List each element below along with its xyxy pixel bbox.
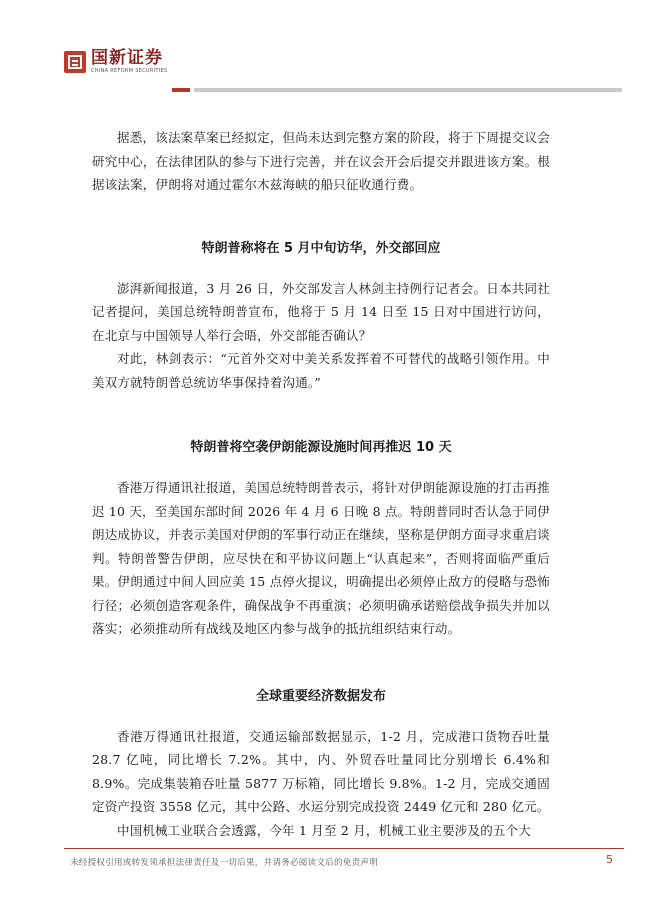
article-body [92, 126, 550, 842]
page-number: 5 [606, 853, 613, 866]
logo-icon [64, 51, 86, 73]
page-header [0, 0, 662, 100]
paragraph: 香港万得通讯社报道，美国总统特朗普表示，将针对伊朗能源设施的打击再推迟 10 天，至美国东部时间 2026 年 4 月 6 日晚 8 点。特朗普同时否认急于同伊朗达成协议，并表示美国对伊朗的军事行动正在继续，坚称是伊朗方面寻求重启谈判。特朗普警告伊朗，应尽快在和平协议问题上“认真起来”，否则将面临严重后果。伊朗通过中间人回应美 15 点停火提议，明确提出必须停止敌方的侵略与恐怖行径；必须创造客观条件，确保战争不再重演；必须明确承诺赔偿战争损失并加以落实；必须推动所有战线及地区内参与战争的抵抗组织结束行动。 [92, 480, 551, 636]
paragraph: 香港万得通讯社报道，交通运输部数据显示，1-2 月，完成港口货物吞吐量 28.7 亿吨，同比增长 7.2%。其中，内、外贸吞吐量同比分别增长 6.4%和 8.9%。完成集装箱吞吐量 5877 万标箱，同比增长 9.8%。1-2 月，完成交通固定资产投资 3558 亿元，其中公路、水运分别完成投资 2449 亿元和 280 亿元。 [92, 728, 550, 814]
logo-name-cn: 国新证券 [91, 48, 163, 68]
footer-divider [64, 848, 624, 849]
paragraph: 中国机械工业联合会透露，今年 1 月至 2 月，机械工业主要涉及的五个大 [117, 822, 532, 838]
paragraph: 对此，林剑表示：“元首外交对中美关系发挥着不可替代的战略引领作用。中美双方就特朗普总统访华事保持着沟通。” [92, 351, 550, 390]
header-accent-bar [172, 88, 190, 92]
header-divider [194, 88, 622, 92]
logo-name-en: CHINA REFORM SECURITIES [91, 68, 168, 74]
section-heading: 特朗普将空袭伊朗能源设施时间再推迟 10 天 [190, 440, 452, 455]
company-logo [64, 50, 168, 74]
footer-disclaimer: 未经授权引用或转发须承担法律责任及一切后果，并请务必阅读文后的免责声明 [70, 858, 379, 868]
section-heading: 全球重要经济数据发布 [255, 688, 386, 704]
paragraph: 澎湃新闻报道，3 月 26 日，外交部发言人林剑主持例行记者会。日本共同社记者提问，美国总统特朗普宣布，他将于 5 月 14 日至 15 日对中国进行访问，在北京与中国领导人举行会晤，外交部能否确认？ [92, 280, 550, 343]
section-heading: 特朗普称将在 5 月中旬访华，外交部回应 [201, 240, 441, 256]
paragraph: 据悉，该法案草案已经拟定，但尚未达到完整方案的阶段，将于下周提交议会研究中心，在法律团队的参与下进行完善，并在议会开会后提交并跟进该方案。根据该法案，伊朗将对通过霍尔木兹海峡的船只征收通行费。 [92, 130, 550, 192]
